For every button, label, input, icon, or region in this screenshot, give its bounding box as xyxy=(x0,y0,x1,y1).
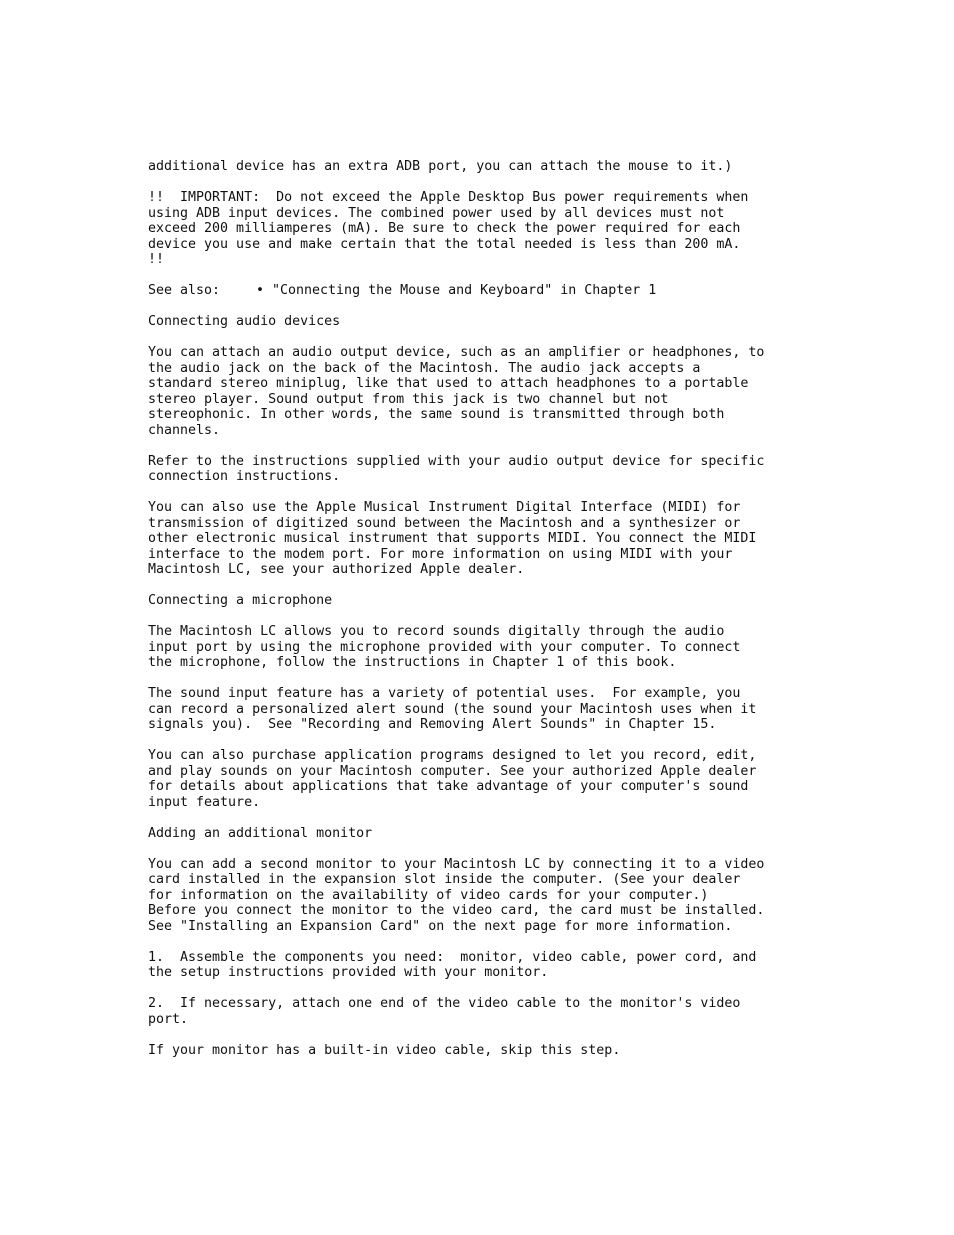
text-line: interface to the modem port. For more information on using MIDI with your xyxy=(148,546,733,562)
text-line: You can also use the Apple Musical Instrument Digital Interface (MIDI) for xyxy=(148,500,741,515)
text-line: card installed in the expansion slot inside the computer. (See your dealer xyxy=(148,872,741,887)
text-line: 2. If necessary, attach one end of the video cable to the monitor's video xyxy=(148,996,741,1011)
section-heading-microphone xyxy=(148,593,828,609)
text-line: !! IMPORTANT: Do not exceed the Apple Desktop Bus power requirements when xyxy=(148,190,749,205)
text-line: signals you). See "Recording and Removing Alert Sounds" in Chapter 15. xyxy=(148,717,717,732)
microphone-paragraph-3 xyxy=(148,748,828,810)
text-line: The sound input feature has a variety of potential uses. For example, you xyxy=(148,686,741,701)
text-line: stereophonic. In other words, the same sound is transmitted through both xyxy=(148,407,725,422)
text-line: for details about applications that take advantage of your computer's sound xyxy=(148,779,749,794)
text-line: If your monitor has a built-in video cable, skip this step. xyxy=(148,1042,621,1058)
monitor-step-1 xyxy=(148,950,828,981)
monitor-step-2 xyxy=(148,996,828,1027)
see-also-line xyxy=(148,283,828,299)
section-heading-audio xyxy=(148,314,828,330)
see-also-label: See also: xyxy=(148,283,221,298)
text-line: can record a personalized alert sound (the sound your Macintosh uses when it xyxy=(148,701,757,717)
text-line: using ADB input devices. The combined power used by all devices must not xyxy=(148,205,725,221)
text-line: channels. xyxy=(148,422,221,438)
see-also-item: • "Connecting the Mouse and Keyboard" in Chapter 1 xyxy=(256,283,657,298)
text-line: for information on the availability of video cards for your computer.) xyxy=(148,887,709,903)
continuation-paragraph xyxy=(148,159,828,175)
text-line: You can add a second monitor to your Macintosh LC by connecting it to a video xyxy=(148,856,765,872)
text-line: connection instructions. xyxy=(148,469,341,484)
text-line: You can attach an audio output device, such as an amplifier or headphones, to xyxy=(148,345,765,360)
text-line: input feature. xyxy=(148,794,261,810)
monitor-paragraph-1 xyxy=(148,857,828,935)
audio-paragraph-1 xyxy=(148,345,828,438)
text-line: Macintosh LC, see your authorized Apple dealer. xyxy=(148,562,525,577)
audio-paragraph-3 xyxy=(148,500,828,578)
text-line: additional device has an extra ADB port, you can attach the mouse to it.) xyxy=(148,159,733,174)
text-line: The Macintosh LC allows you to record sounds digitally through the audio xyxy=(148,624,725,639)
text-line: other electronic musical instrument that supports MIDI. You connect the MIDI xyxy=(148,531,757,546)
text-line: the setup instructions provided with your monitor. xyxy=(148,965,549,980)
text-line: You can also purchase application programs designed to let you record, edit, xyxy=(148,748,757,763)
audio-paragraph-2 xyxy=(148,454,828,485)
text-line: 1. Assemble the components you need: monitor, video cable, power cord, and xyxy=(148,949,757,965)
text-line: the microphone, follow the instructions in Chapter 1 of this book. xyxy=(148,655,677,670)
text-line: Before you connect the monitor to the video card, the card must be installed. xyxy=(148,903,765,918)
text-line: the audio jack on the back of the Macintosh. The audio jack accepts a xyxy=(148,360,701,376)
heading-text: Connecting audio devices xyxy=(148,314,341,329)
text-line: !! xyxy=(148,252,165,267)
text-line: Refer to the instructions supplied with your audio output device for specific xyxy=(148,453,765,469)
microphone-paragraph-2 xyxy=(148,686,828,733)
text-line: device you use and make certain that the total needed is less than 200 mA. xyxy=(148,236,741,252)
see-also xyxy=(148,283,828,299)
document-page xyxy=(148,159,828,1074)
monitor-note xyxy=(148,1043,828,1059)
text-line: input port by using the microphone provided with your computer. To connect xyxy=(148,639,741,655)
text-line: transmission of digitized sound between the Macintosh and a synthesizer or xyxy=(148,515,741,531)
text-line: and play sounds on your Macintosh computer. See your authorized Apple dealer xyxy=(148,763,757,779)
microphone-paragraph-1 xyxy=(148,624,828,671)
heading-text: Adding an additional monitor xyxy=(148,825,373,841)
text-line: port. xyxy=(148,1011,189,1027)
text-line: stereo player. Sound output from this jack is two channel but not xyxy=(148,391,669,407)
important-note xyxy=(148,190,828,268)
section-heading-monitor xyxy=(148,826,828,842)
text-line: See "Installing an Expansion Card" on the next page for more information. xyxy=(148,918,733,934)
text-line: standard stereo miniplug, like that used to attach headphones to a portable xyxy=(148,376,749,391)
heading-text: Connecting a microphone xyxy=(148,593,333,608)
text-line: exceed 200 milliamperes (mA). Be sure to check the power required for each xyxy=(148,221,741,236)
